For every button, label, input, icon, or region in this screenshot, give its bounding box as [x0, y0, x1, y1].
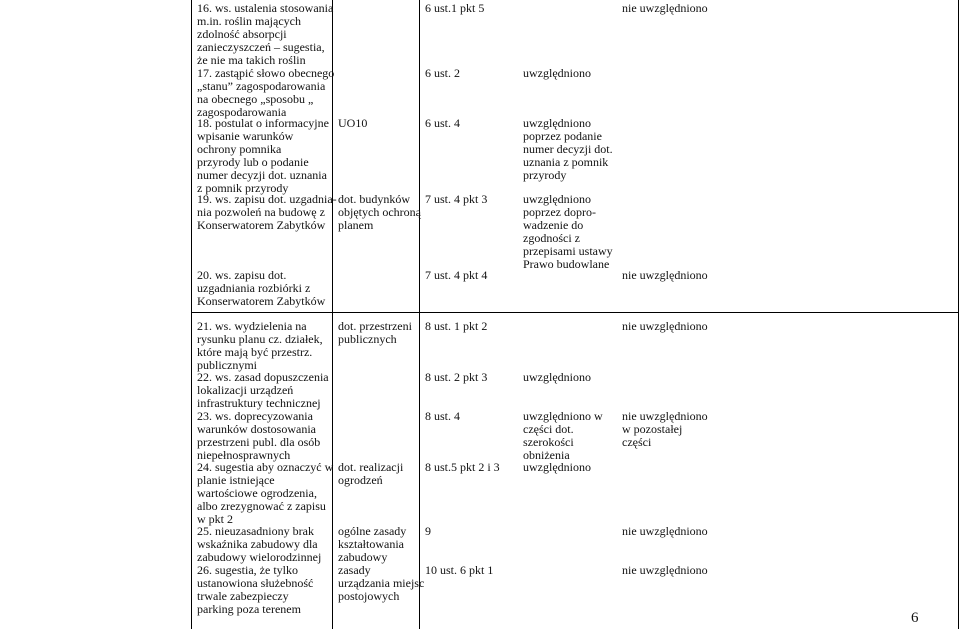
- area-26: zasady urządzania miejsc postojowych: [338, 563, 425, 603]
- remark-24: 24. sugestia aby oznaczyć w planie istniejące wartościowe ogrodzenia, albo zrezygnować z zapisu w pkt 2: [197, 460, 334, 526]
- area-19: dot. budynków objętych ochroną planem: [338, 192, 421, 232]
- area-25: ogólne zasady kształtowania zabudowy: [338, 524, 407, 564]
- accepted-18: uwzględniono poprzez podanie numer decyzji dot. uznania z pomnik przyrody: [523, 116, 613, 182]
- remark-20: 20. ws. zapisu dot. uzgadniania rozbiórki z Konserwatorem Zabytków: [197, 268, 326, 308]
- remark-21: 21. ws. wydzielenia na rysunku planu cz. działek, które mają być przestrz. publicznymi: [197, 319, 323, 372]
- table-border-right: [958, 0, 959, 629]
- provision-18: 6 ust. 4: [425, 116, 461, 130]
- provision-25: 9: [425, 524, 431, 538]
- remark-19: 19. ws. zapisu dot. uzgadnia- nia pozwoleń na budowę z Konserwatorem Zabytków: [197, 192, 337, 232]
- table-border-left: [191, 0, 192, 629]
- rejected-20: nie uwzględniono: [622, 268, 708, 282]
- accepted-22: uwzględniono: [523, 370, 591, 384]
- rejected-16: nie uwzględniono: [622, 1, 708, 15]
- rejected-25: nie uwzględniono: [622, 524, 708, 538]
- provision-22: 8 ust. 2 pkt 3: [425, 370, 488, 384]
- area-21: dot. przestrzeni publicznych: [338, 319, 412, 346]
- area-18: UO10: [338, 116, 368, 130]
- accepted-24: uwzględniono: [523, 460, 591, 474]
- provision-19: 7 ust. 4 pkt 3: [425, 192, 488, 206]
- remark-23: 23. ws. doprecyzowania warunków dostosowania przestrzeni publ. dla osób niepełnosprawnych: [197, 409, 321, 462]
- provision-21: 8 ust. 1 pkt 2: [425, 319, 488, 333]
- remark-26: 26. sugestia, że tylko ustanowiona służebność trwale zabezpieczy parking poza terenem: [197, 563, 314, 616]
- accepted-23: uwzględniono w części dot. szerokości obniżenia: [523, 409, 603, 462]
- provision-26: 10 ust. 6 pkt 1: [425, 563, 494, 577]
- provision-16: 6 ust.1 pkt 5: [425, 1, 485, 15]
- remark-16: 16. ws. ustalenia stosowania m.in. roślin mających zdolność absorpcji zanieczyszczeń – sugestia, że nie ma takich roślin: [197, 1, 334, 67]
- remark-25: 25. nieuzasadniony brak wskaźnika zabudowy dla zabudowy wielorodzinnej: [197, 524, 322, 564]
- rejected-23: nie uwzględniono w pozostałej części: [622, 409, 708, 449]
- rejected-21: nie uwzględniono: [622, 319, 708, 333]
- accepted-19: uwzględniono poprzez dopro- wadzenie do zgodności z przepisami ustawy Prawo budowlane: [523, 192, 613, 271]
- provision-17: 6 ust. 2: [425, 66, 461, 80]
- accepted-17: uwzględniono: [523, 66, 591, 80]
- remark-22: 22. ws. zasad dopuszczenia lokalizacji urządzeń infrastruktury technicznej: [197, 370, 329, 410]
- remark-18: 18. postulat o informacyjne wpisanie warunków ochrony pomnika przyrody lub o podanie numer decyzji dot. uznania z pomnik przyrody: [197, 116, 329, 195]
- rejected-26: nie uwzględniono: [622, 563, 708, 577]
- provision-23: 8 ust. 4: [425, 409, 461, 423]
- provision-20: 7 ust. 4 pkt 4: [425, 268, 488, 282]
- area-24: dot. realizacji ogrodzeń: [338, 460, 404, 487]
- remark-17: 17. zastąpić słowo obecnego „stanu” zagospodarowania na obecnego „sposobu „ zagospodarowania: [197, 66, 335, 119]
- column-divider-2: [419, 0, 420, 629]
- page-number: 6: [911, 610, 919, 626]
- provision-24: 8 ust.5 pkt 2 i 3: [425, 460, 500, 474]
- section-divider: [191, 312, 959, 313]
